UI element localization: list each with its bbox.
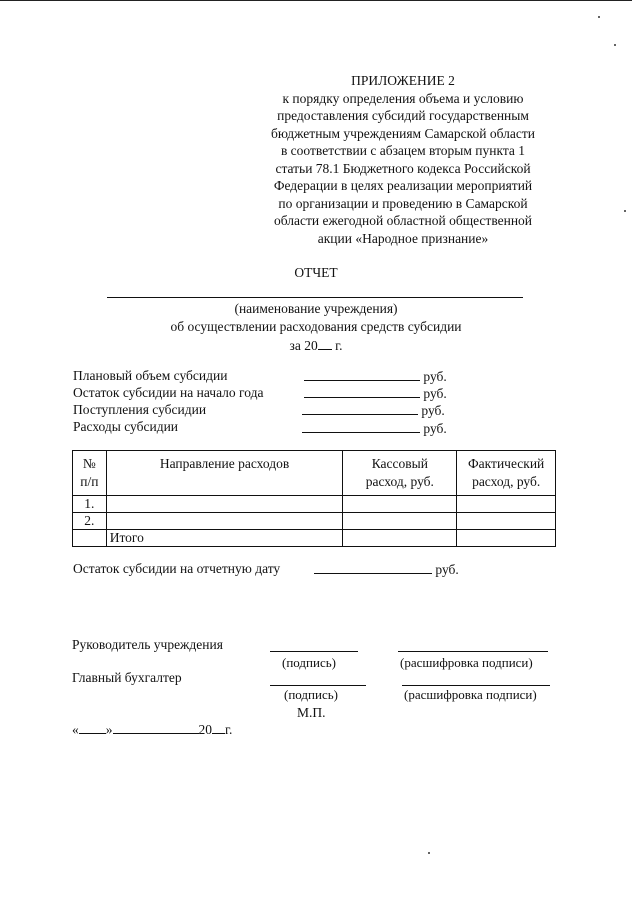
currency-label: руб. [421,403,445,418]
report-period [0,336,632,355]
appendix-heading: ПРИЛОЖЕНИЕ 2 [351,73,455,88]
appendix-line: статьи 78.1 Бюджетного кодекса Российской [275,160,531,176]
header-cash-expense: Кассовый расход, руб. [343,451,457,496]
row-cash[interactable] [343,513,457,530]
table-total-row [73,530,556,547]
total-label: Итого [106,530,343,547]
currency-label: руб. [435,562,459,577]
scan-speck [624,210,626,212]
summary-start-balance-value [304,384,447,403]
balance-blank [314,560,432,574]
period-prefix: за 20 [289,338,318,353]
date-day-blank[interactable] [79,720,106,734]
institution-blank-line [107,297,523,298]
total-actual[interactable] [457,530,556,547]
date-year-blank[interactable] [212,720,225,734]
appendix-line: области ежегодной областной общественной [273,213,533,228]
period-year-blank [318,336,332,350]
scan-speck [428,852,430,854]
table-header-row [73,451,556,496]
total-number [73,530,107,547]
summary-planned-label: Плановый объем субсидии [73,368,228,383]
date-month-blank[interactable] [113,720,199,734]
stamp-place: М.П. [297,705,326,720]
scan-speck [614,44,616,46]
summary-blank [304,367,420,381]
date-year-suffix: г. [225,722,233,737]
date-close-quote: » [105,722,113,737]
summary-planned-value [304,367,447,386]
currency-label: руб. [423,421,447,436]
appendix-line: к порядку определения объема и условию [282,90,524,106]
table-row [73,496,556,513]
row-direction[interactable] [106,496,343,513]
summary-start-balance-label: Остаток субсидии на начало года [73,385,264,400]
header-direction: Направление расходов [106,451,343,496]
period-suffix: г. [335,338,343,353]
summary-blank [304,384,420,398]
appendix-header [238,72,568,247]
header-actual-expense: Фактический расход, руб. [457,451,556,496]
appendix-line: по организации и проведению в Самарской [278,195,528,211]
appendix-line: бюджетным учреждениям Самарской области [271,125,535,141]
appendix-line: в соответствии с абзацем вторым пункта 1 [280,143,526,158]
row-number: 1. [73,496,107,513]
row-direction[interactable] [106,513,343,530]
page-top-border [0,0,632,1]
head-decoding-caption: (расшифровка подписи) [400,655,533,670]
appendix-line: акции «Народное признание» [317,230,489,246]
summary-expenses-label: Расходы субсидии [73,419,179,434]
summary-expenses-value [302,419,447,438]
summary-blank [302,419,420,433]
head-signature-line[interactable] [270,651,358,652]
balance-label: Остаток субсидии на отчетную дату [73,561,281,576]
head-label: Руководитель учреждения [72,637,223,652]
row-number: 2. [73,513,107,530]
currency-label: руб. [423,386,447,401]
summary-receipts-label: Поступления субсидии [73,402,207,417]
report-subtitle: об осуществлении расходования средств субсидии [170,319,462,334]
date-year-prefix: 20 [198,722,212,737]
accountant-decoding-caption: (расшифровка подписи) [404,687,537,702]
accountant-signature-caption: (подпись) [284,687,338,702]
appendix-line: предоставления субсидий государственным [277,108,529,123]
institution-caption: (наименование учреждения) [234,301,398,316]
currency-label: руб. [423,369,447,384]
row-actual[interactable] [457,513,556,530]
total-cash[interactable] [343,530,457,547]
head-signature-caption: (подпись) [282,655,336,670]
balance-value [314,560,459,579]
appendix-line: Федерации в целях реализации мероприятий [273,178,533,193]
summary-receipts-value [302,401,445,420]
scan-speck [598,16,600,18]
row-cash[interactable] [343,496,457,513]
expenses-table [72,450,556,547]
table-row [73,513,556,530]
head-decoding-line[interactable] [398,651,548,652]
report-title: ОТЧЕТ [294,265,338,280]
accountant-label: Главный бухгалтер [72,670,182,685]
date-open-quote: « [72,722,79,737]
date-line [72,720,232,739]
summary-blank [302,401,418,415]
row-actual[interactable] [457,496,556,513]
header-number: № п/п [73,451,107,496]
